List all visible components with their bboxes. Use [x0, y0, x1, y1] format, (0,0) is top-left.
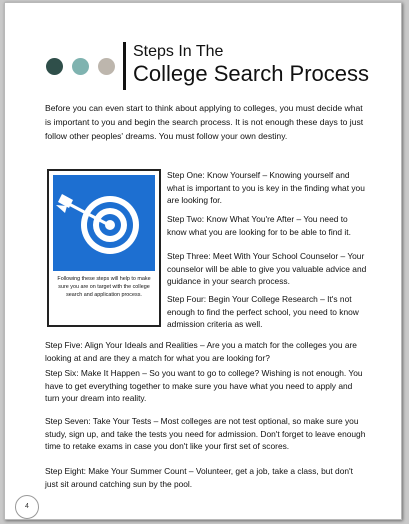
step-item [167, 213, 367, 238]
step-text: – Volunteer, get a job, take a class, but don't just sit around catching sun by the pool. [45, 466, 353, 489]
step-heading: Step Four: Begin Your College Research [167, 294, 318, 304]
page-title-line1: Steps In The [133, 43, 224, 60]
step-heading: Step Seven: Take Your Tests [45, 416, 152, 426]
step-heading: Step Five: Align Your Ideals and Realities [45, 340, 198, 350]
step-heading: Step Two: Know What You're After [167, 214, 295, 224]
step-text: – So you want to go to college? Wishing is not enough. You have to get everything together to make sure you have what you need to apply and turn your dream into reality. [45, 368, 363, 403]
step-heading: Step Three: Meet With Your School Counselor [167, 251, 339, 261]
target-arrow-icon [53, 175, 155, 271]
step-item [45, 367, 367, 405]
step-text: – Are you a match for the colleges you are looking at and are they a match for what you are looking for? [45, 340, 357, 363]
document-page [4, 2, 402, 520]
target-figure [47, 169, 161, 327]
decorative-dots [46, 58, 115, 75]
step-item [167, 250, 367, 288]
step-item [45, 465, 367, 490]
page-title-line2: College Search Process [133, 61, 370, 86]
figure-caption: Following these steps will help to make sure you are on target with the college search and application process. [57, 276, 151, 298]
page-number: 4 [15, 495, 39, 519]
step-text: – Knowing yourself and what is important to you is key in the finding what you are looking for. [167, 170, 365, 205]
dot-gray [98, 58, 115, 75]
intro-paragraph: Before you can even start to think about applying to colleges, you must decide what is important to you and begin the search process. It is not enough these days to just follow other peoples' dreams. You must follow your own destiny. [45, 103, 364, 141]
dot-dark [46, 58, 63, 75]
step-heading: Step Eight: Make Your Summer Count [45, 466, 187, 476]
step-item [45, 415, 367, 453]
step-item [45, 339, 367, 364]
step-heading: Step One: Know Yourself [167, 170, 261, 180]
dot-teal [72, 58, 89, 75]
title-divider [123, 42, 126, 90]
step-text: – Your counselor will be able to give you valuable advice and guidance in your search process. [167, 251, 367, 286]
step-heading: Step Six: Make It Happen [45, 368, 140, 378]
step-item [167, 293, 367, 331]
step-text: – It's not enough to find the perfect school, you need to know admission criteria as well. [167, 294, 359, 329]
step-text: – Most colleges are not test optional, so make sure you study, sign up, and take the tests you need for admission. Don't forget to leave enough time to retake exams in case you don't like your first set of scores. [45, 416, 366, 451]
step-text: – You need to know what you are looking for to be able to find it. [167, 214, 351, 237]
step-item [167, 169, 367, 207]
